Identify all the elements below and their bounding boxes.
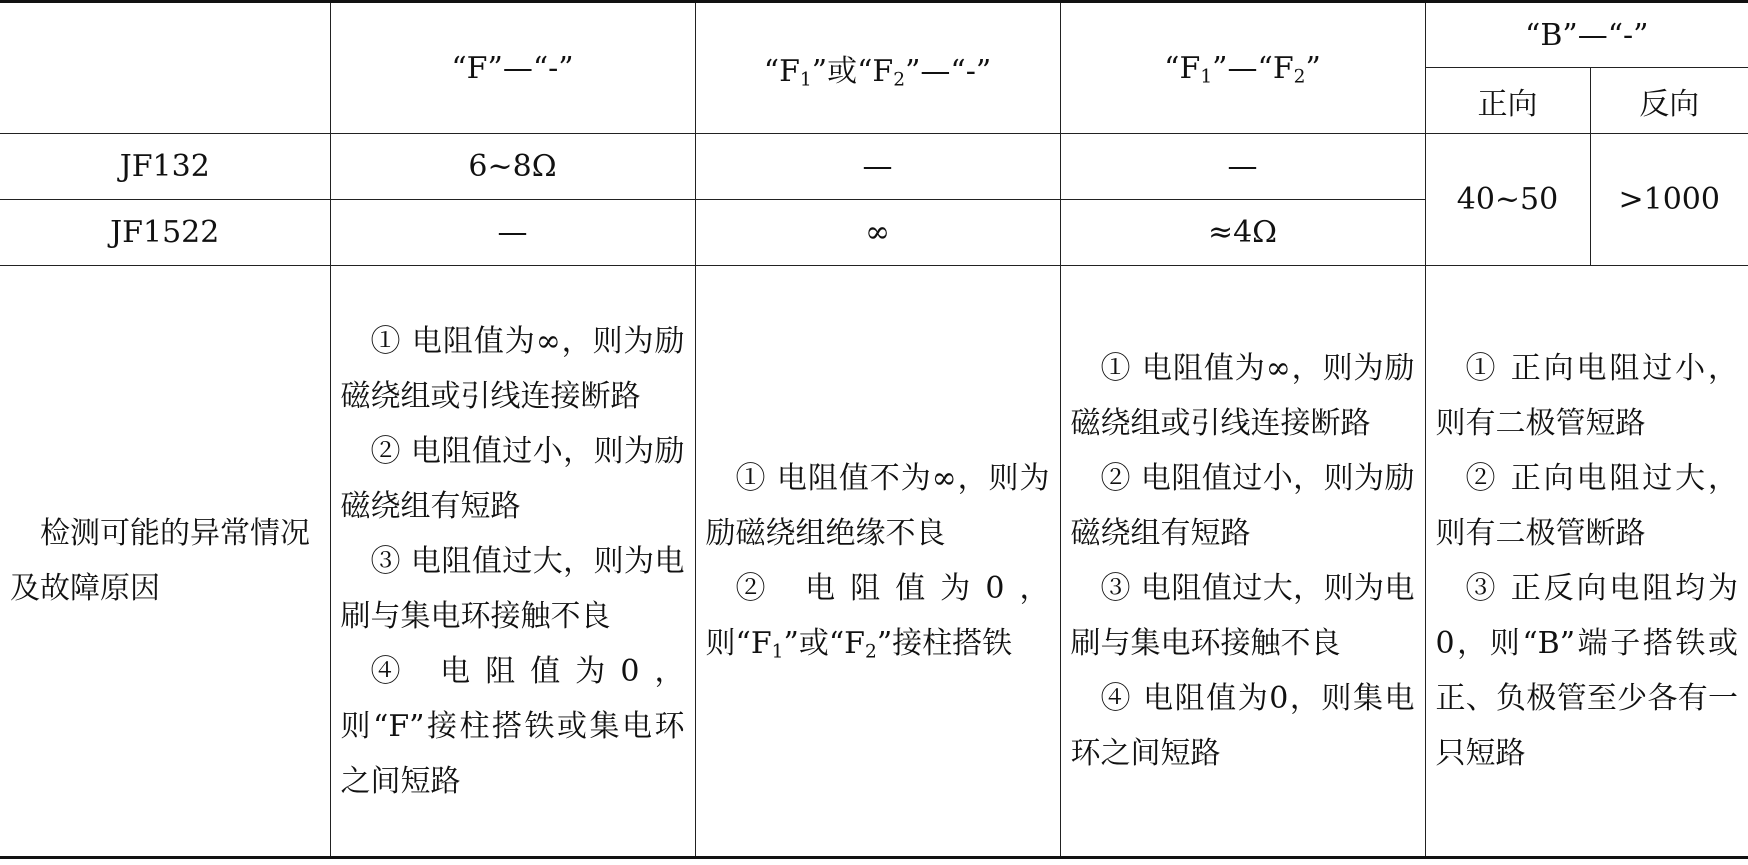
fault-f1-f2-column: [1060, 266, 1425, 858]
header-b-minus: “B”—“-”: [1425, 2, 1748, 68]
fault-b-item: ② 正向电阻过大，则有二极管断路: [1435, 461, 1738, 551]
fault-f-item: ③ 电阻值过大，则为电刷与集电环接触不良: [340, 543, 685, 634]
row-f-value: —: [330, 200, 695, 266]
fault-f1f2-column: [695, 266, 1060, 858]
fault-f1-f2-item: ④ 电阻值为0，则集电环之间短路: [1070, 681, 1415, 771]
header-b-forward: 正向: [1425, 68, 1590, 134]
fault-f1f2-item: ① 电阻值不为∞，则为励磁绕组绝缘不良: [705, 461, 1050, 551]
fault-f1-f2-item: ① 电阻值为∞，则为励磁绕组或引线连接断路: [1070, 351, 1415, 441]
row-f1f2-value: ∞: [695, 200, 1060, 266]
row-name: JF132: [0, 134, 330, 200]
header-empty-cell: [0, 2, 330, 134]
table-row: [0, 134, 1748, 200]
fault-f-item: ④ 电阻值为0，则“F”接柱搭铁或集电环之间短路: [340, 653, 685, 799]
header-f1-or-f2-minus: “$F_1$”或“$F_2”—“-$”: [695, 2, 1060, 134]
row-f1-f2-value: —: [1060, 134, 1425, 200]
header-f-minus: “F”—“-”: [330, 2, 695, 134]
fault-f1f2-item: ② 电阻值为0，则“$F_1$”或“$F_2$”接柱搭铁: [705, 571, 1050, 663]
fault-f-column: [330, 266, 695, 858]
fault-row: [0, 266, 1748, 858]
row-f1-f2-value: ≈4Ω: [1060, 200, 1425, 266]
fault-f-item: ② 电阻值过小，则为励磁绕组有短路: [340, 433, 685, 524]
row-f1f2-value: —: [695, 134, 1060, 200]
fault-b-item: ③ 正反向电阻均为0，则“B”端子搭铁或正、负极管至少各有一只短路: [1435, 571, 1738, 771]
header-f1-f2: “$F_1”—“F_2$”: [1060, 2, 1425, 134]
header-b-reverse: 反向: [1590, 68, 1748, 134]
fault-f1-f2-item: ② 电阻值过小，则为励磁绕组有短路: [1070, 461, 1415, 551]
b-reverse-value: >1000: [1590, 134, 1748, 266]
b-forward-value: 40~50: [1425, 134, 1590, 266]
fault-f1-f2-item: ③ 电阻值过大，则为电刷与集电环接触不良: [1070, 571, 1415, 661]
row-f-value: 6~8Ω: [330, 134, 695, 200]
row-name: JF1522: [0, 200, 330, 266]
fault-f-item: ① 电阻值为∞，则为励磁绕组或引线连接断路: [340, 323, 685, 414]
fault-label: 检测可能的异常情况及故障原因: [0, 266, 330, 858]
fault-b-item: ① 正向电阻过小，则有二极管短路: [1435, 351, 1738, 441]
fault-b-column: [1425, 266, 1748, 858]
